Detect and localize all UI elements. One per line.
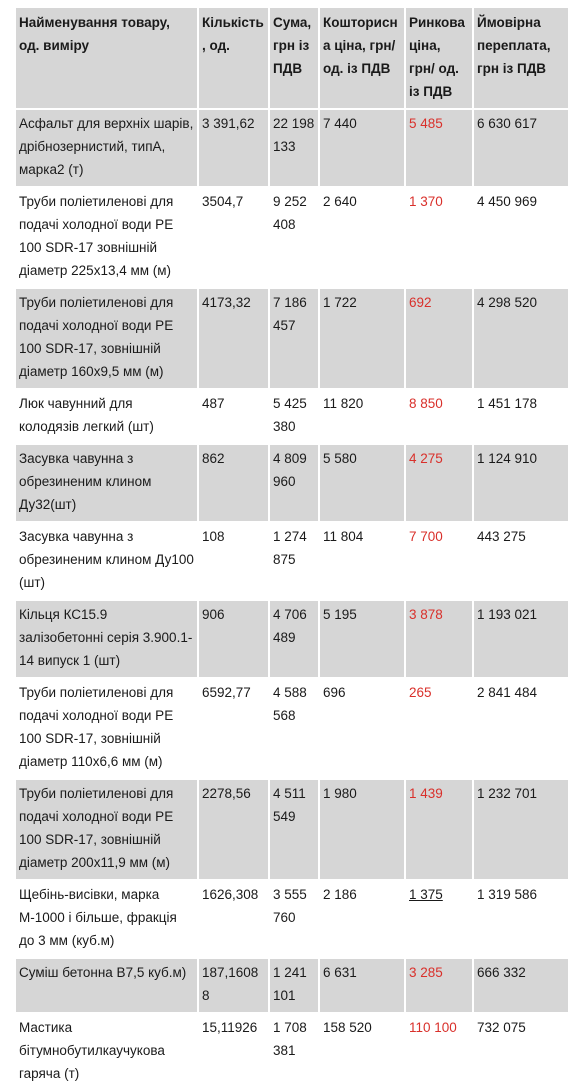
cell-name: Суміш бетонна В7,5 куб.м) (16, 959, 197, 1012)
table-row (16, 523, 568, 599)
table-body (16, 108, 568, 1090)
cell-estimate-price: 5 580 (320, 445, 404, 521)
cell-sum: 3 555 760 (270, 881, 318, 957)
table-row (16, 445, 568, 521)
cell-estimate-price: 2 186 (320, 881, 404, 957)
cell-market-price: 8 850 (406, 390, 472, 443)
cell-name: Мастика бітумнобутилкаучукова гаряча (т) (16, 1014, 197, 1090)
cell-name: Засувка чавунна з обрезиненим клином Ду32(шт) (16, 445, 197, 521)
cell-market-price: 110 100 (406, 1014, 472, 1090)
cell-sum: 4 706 489 (270, 601, 318, 677)
cell-overpayment: 443 275 (474, 523, 568, 599)
cell-overpayment: 1 319 586 (474, 881, 568, 957)
cell-market-price: 265 (406, 679, 472, 778)
cell-overpayment: 1 193 021 (474, 601, 568, 677)
cell-name: Щебінь-висівки, марка М-1000 і більше, фракція до 3 мм (куб.м) (16, 881, 197, 957)
cell-estimate-price: 1 980 (320, 780, 404, 879)
cell-sum: 1 241 101 (270, 959, 318, 1012)
cell-market-price: 692 (406, 289, 472, 388)
table-header-row (16, 8, 568, 108)
cell-estimate-price: 1 722 (320, 289, 404, 388)
cell-market-price: 3 285 (406, 959, 472, 1012)
cell-overpayment: 2 841 484 (474, 679, 568, 778)
cell-market-price: 1 439 (406, 780, 472, 879)
cell-name: Труби поліетиленові для подачі холодної води PE 100 SDR-17, зовнішній діаметр 110х6,6 мм (м) (16, 679, 197, 778)
cell-sum: 7 186 457 (270, 289, 318, 388)
table-row (16, 1014, 568, 1090)
cell-quantity: 906 (199, 601, 268, 677)
header-estimate-price: Кошторисна ціна, грн/од. із ПДВ (320, 8, 404, 108)
table-row (16, 679, 568, 778)
cell-overpayment: 666 332 (474, 959, 568, 1012)
cell-name: Труби поліетиленові для подачі холодної води PE 100 SDR-17 зовнішній діаметр 225х13,4 мм (м) (16, 188, 197, 287)
table-row (16, 881, 568, 957)
cell-sum: 4 588 568 (270, 679, 318, 778)
table-row (16, 289, 568, 388)
cell-market-price: 3 878 (406, 601, 472, 677)
cell-quantity: 4173,32 (199, 289, 268, 388)
cell-name: Труби поліетиленові для подачі холодної води PE 100 SDR-17, зовнішній діаметр 160х9,5 мм (м) (16, 289, 197, 388)
header-market-price: Ринкова ціна, грн/ од. із ПДВ (406, 8, 472, 108)
cell-overpayment: 1 124 910 (474, 445, 568, 521)
cell-estimate-price: 6 631 (320, 959, 404, 1012)
cell-quantity: 3 391,62 (199, 110, 268, 186)
cell-estimate-price: 158 520 (320, 1014, 404, 1090)
cell-market-price: 1 370 (406, 188, 472, 287)
cell-name: Асфальт для верхніх шарів, дрібнозернистий, типА, марка2 (т) (16, 110, 197, 186)
price-comparison-table (14, 8, 568, 1090)
cell-quantity: 2278,56 (199, 780, 268, 879)
table-row (16, 390, 568, 443)
table-row (16, 959, 568, 1012)
cell-quantity: 187,16088 (199, 959, 268, 1012)
header-name: Найменування товару, од. виміру (16, 8, 197, 108)
cell-estimate-price: 7 440 (320, 110, 404, 186)
cell-overpayment: 732 075 (474, 1014, 568, 1090)
cell-overpayment: 1 232 701 (474, 780, 568, 879)
cell-overpayment: 6 630 617 (474, 110, 568, 186)
cell-estimate-price: 11 804 (320, 523, 404, 599)
table-row (16, 601, 568, 677)
cell-name: Кільця КС15.9 залізобетонні серія 3.900.1-14 випуск 1 (шт) (16, 601, 197, 677)
cell-quantity: 6592,77 (199, 679, 268, 778)
cell-sum: 9 252 408 (270, 188, 318, 287)
cell-overpayment: 4 298 520 (474, 289, 568, 388)
cell-quantity: 1626,308 (199, 881, 268, 957)
cell-sum: 1 708 381 (270, 1014, 318, 1090)
cell-name: Труби поліетиленові для подачі холодної води PE 100 SDR-17, зовнішній діаметр 200х11,9 мм (м) (16, 780, 197, 879)
cell-sum: 1 274 875 (270, 523, 318, 599)
table-row (16, 780, 568, 879)
cell-estimate-price: 11 820 (320, 390, 404, 443)
header-quantity: Кількість, од. (199, 8, 268, 108)
cell-market-price: 5 485 (406, 110, 472, 186)
cell-overpayment: 1 451 178 (474, 390, 568, 443)
cell-estimate-price: 2 640 (320, 188, 404, 287)
cell-market-price: 1 375 (406, 881, 472, 957)
cell-sum: 4 809 960 (270, 445, 318, 521)
cell-overpayment: 4 450 969 (474, 188, 568, 287)
price-table-container (16, 8, 552, 1090)
cell-market-price: 7 700 (406, 523, 472, 599)
cell-sum: 22 198 133 (270, 110, 318, 186)
header-overpayment: Ймовірна переплата, грн із ПДВ (474, 8, 568, 108)
cell-sum: 5 425 380 (270, 390, 318, 443)
cell-sum: 4 511 549 (270, 780, 318, 879)
cell-quantity: 862 (199, 445, 268, 521)
cell-estimate-price: 5 195 (320, 601, 404, 677)
cell-name: Засувка чавунна з обрезиненим клином Ду100 (шт) (16, 523, 197, 599)
cell-quantity: 15,11926 (199, 1014, 268, 1090)
cell-quantity: 3504,7 (199, 188, 268, 287)
table-row (16, 188, 568, 287)
cell-name: Люк чавунний для колодязів легкий (шт) (16, 390, 197, 443)
header-sum: Сума, грн із ПДВ (270, 8, 318, 108)
table-row (16, 110, 568, 186)
cell-estimate-price: 696 (320, 679, 404, 778)
cell-quantity: 487 (199, 390, 268, 443)
cell-quantity: 108 (199, 523, 268, 599)
cell-market-price: 4 275 (406, 445, 472, 521)
